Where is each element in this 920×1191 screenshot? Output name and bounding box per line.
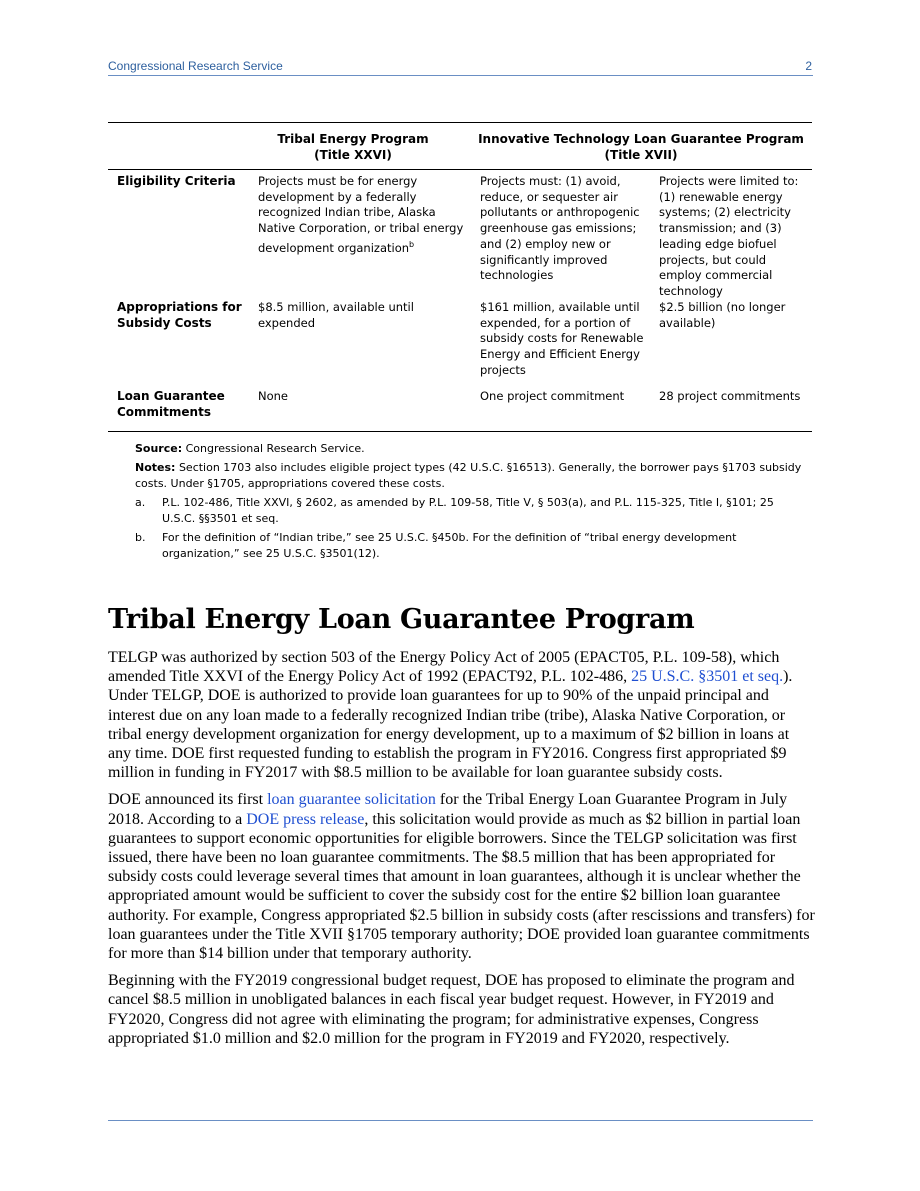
header-publisher: Congressional Research Service <box>108 59 283 73</box>
paragraph-text: , this solicitation would provide as much as $2 billion in partial loan guarantees to support economic opportunities for eligible borrowers. Since the TELGP solicitation was first issued, there have been no loan guarantee commitments. The $8.5 million that has been appropriated for subsidy costs could leverage several times that amount in loan guarantees, although it is unclear whether the appropriated amount would be sufficient to cover the subsidy cost for the entire $2 billion loan guarantee authority. For example, Congress appropriated $2.5 billion in subsidy costs (after rescissions and transfers) for loan guarantees under the Title XVII §1705 temporary authority; DOE provided loan guarantee commitments for more than $14 billion under that temporary authority. <box>108 810 815 963</box>
source-note <box>135 441 810 457</box>
column-header-tribal <box>253 131 453 163</box>
running-header <box>108 58 813 76</box>
paragraph-text: TELGP was authorized by section 503 of the Energy Policy Act of 2005 (EPACT05, P.L. 109-58), which amended Title XXVI of the Energy Policy Act of 1992 (EPACT92, P.L. 102-486, <box>108 649 780 686</box>
source-text: Congressional Research Service. <box>185 442 365 455</box>
cell-tribal <box>258 174 470 256</box>
section-heading: Tribal Energy Loan Guarantee Program <box>108 604 695 635</box>
paragraph-text: for the Tribal Energy Loan Guarantee Program in July 2018. According to a <box>108 791 788 828</box>
section-body <box>108 648 816 1056</box>
table-row-eligibility <box>108 170 812 300</box>
cell-section-1703: One project commitment <box>480 389 625 403</box>
page-number: 2 <box>805 59 812 73</box>
footnote-a <box>135 495 810 527</box>
footnote-text: For the definition of “Indian tribe,” see 25 U.S.C. §450b. For the definition of “tribal energy development organization,” see 25 U.S.C. §3501(12). <box>162 531 737 560</box>
table-row-commitments <box>108 389 812 431</box>
footnote-b <box>135 530 810 562</box>
cell-section-1705: Projects were limited to: (1) renewable energy systems; (2) electricity transmission; and (3) leading edge biofuel projects, but could employ commercial technology <box>659 174 799 298</box>
footnote-mark: a. <box>135 496 146 509</box>
paragraph-text: DOE announced its first <box>108 791 268 809</box>
cell-tribal: None <box>258 389 289 403</box>
column-header-innovative-line1: Innovative Technology Loan Guarantee Program <box>478 132 804 146</box>
paragraph-1 <box>108 648 816 782</box>
cell-section-1703: $161 million, available until expended, for a portion of subsidy costs for Renewable Energy and Efficient Energy projects <box>480 300 644 377</box>
notes-note <box>135 460 810 492</box>
row-label: Eligibility Criteria <box>117 174 236 188</box>
footnote-text: P.L. 102-486, Title XXVI, § 2602, as amended by P.L. 109-58, Title V, § 503(a), and P.L. 115-325, Title I, §101; 25 U.S.C. §§3501 et seq. <box>162 496 774 525</box>
doe-press-release-link[interactable]: DOE press release <box>246 810 365 828</box>
row-label: Appropriations for Subsidy Costs <box>117 300 242 330</box>
paragraph-text: ). Under TELGP, DOE is authorized to provide loan guarantees for up to 90% of the unpaid principal and interest due on any loan made to a federally recognized Indian tribe (tribe), Alaska Native Corporation, or tribal energy development organization for energy development, up to a maximum of $2 billion in loans at any time. DOE first requested funding to establish the program in FY2016. Congress first appropriated $9 million in funding in FY2017 with $8.5 million to be available for loan guarantee subsidy costs. <box>108 668 793 782</box>
notes-label: Notes: <box>135 461 176 474</box>
comparison-table <box>108 122 812 432</box>
cell-section-1705: $2.5 billion (no longer available) <box>659 300 786 330</box>
table-row-appropriations <box>108 300 812 389</box>
cell-section-1705: 28 project commitments <box>659 389 801 403</box>
paragraph-2 <box>108 790 816 963</box>
row-label: Loan Guarantee Commitments <box>117 389 225 419</box>
cell-tribal-text: Projects must be for energy development by a federally recognized Indian tribe, Alaska Native Corporation, or tribal energy development organization <box>258 174 464 255</box>
column-header-innovative-line2: (Title XVII) <box>604 148 678 162</box>
column-header-innovative <box>478 131 804 163</box>
column-header-tribal-line1: Tribal Energy Program <box>277 132 429 146</box>
footnote-ref-b: b <box>409 239 415 249</box>
table-header-row <box>108 123 812 170</box>
source-label: Source: <box>135 442 183 455</box>
notes-text: Section 1703 also includes eligible project types (42 U.S.C. §16513). Generally, the borrower pays §1703 subsidy costs. Under §1705, appropriations covered these costs. <box>135 461 802 490</box>
usc-3501-link[interactable]: 25 U.S.C. §3501 et seq. <box>631 668 784 686</box>
column-header-tribal-line2: (Title XXVI) <box>314 148 392 162</box>
paragraph-3: Beginning with the FY2019 congressional budget request, DOE has proposed to eliminate the program and cancel $8.5 million in unobligated balances in each fiscal year budget request. However, in FY2019 and FY2020, Congress did not agree with eliminating the program; for administrative expenses, Congress appropriated $1.0 million and $2.0 million for the program in FY2019 and FY2020, respectively. <box>108 972 795 1047</box>
footnote-mark: b. <box>135 531 146 544</box>
table-notes <box>135 441 810 565</box>
footer-rule <box>108 1120 813 1121</box>
loan-guarantee-solicitation-link[interactable]: loan guarantee solicitation <box>267 791 436 809</box>
cell-section-1703: Projects must: (1) avoid, reduce, or sequester air pollutants or anthropogenic greenhouse gas emissions; and (2) employ new or significantly improved technologies <box>480 174 640 283</box>
cell-tribal: $8.5 million, available until expended <box>258 300 414 330</box>
